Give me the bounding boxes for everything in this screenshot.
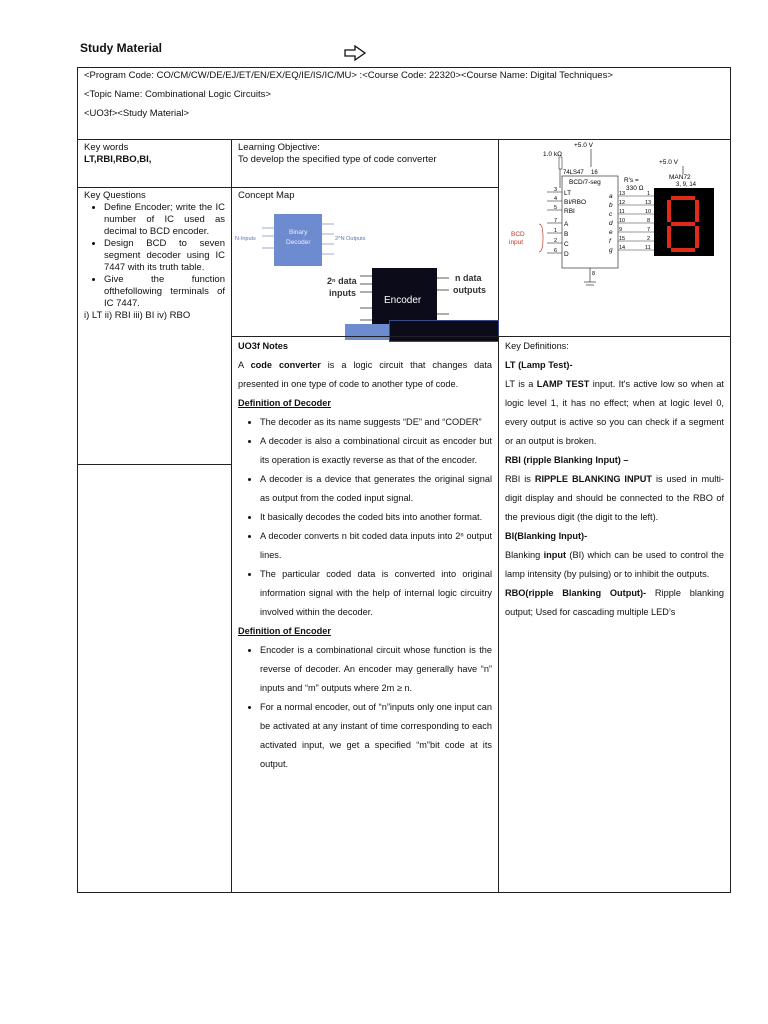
decoder-item: • It basically decodes the coded bits into another format. (260, 508, 492, 527)
svg-text:outputs: outputs (453, 285, 486, 295)
encoder-heading: Definition of Encoder (238, 626, 331, 636)
svg-text:Decoder: Decoder (286, 239, 311, 246)
lt-text: LT is a LAMP TEST input. It's active low so when at logic level 1, it has no effect; when at logic level 0, every output is active so you can check if a segment or an output is broken. (505, 379, 724, 446)
objective-label: Learning Objective: (238, 142, 320, 153)
svg-text:BI/RBO: BI/RBO (564, 199, 587, 206)
bcd-seven-segment-circuit (499, 140, 730, 300)
svg-text:+5.0 V: +5.0 V (659, 159, 678, 166)
key-questions-label: Key Questions (84, 190, 146, 201)
svg-text:MAN72: MAN72 (669, 174, 691, 181)
concept-map-cell (231, 187, 499, 337)
svg-text:A: A (564, 221, 569, 228)
svg-text:b: b (609, 202, 613, 209)
svg-text:BCD/7-seg: BCD/7-seg (569, 179, 601, 186)
svg-text:+5.0 V: +5.0 V (574, 142, 593, 149)
bi-title: BI(Blanking Input)- (505, 531, 588, 541)
keywords-label: Key words (84, 142, 129, 153)
keywords-cell (77, 139, 232, 188)
svg-text:10: 10 (619, 218, 626, 224)
question-tail: i) LT ii) RBI iii) BI iv) RBO (84, 310, 191, 321)
svg-text:R's =: R's = (624, 177, 639, 184)
page-title: Study Material (80, 41, 163, 55)
concept-map-label: Concept Map (238, 190, 295, 201)
topic-line: <Topic Name: Combinational Logic Circuits> (84, 89, 271, 100)
svg-text:RBI: RBI (564, 208, 575, 215)
decoder-item: • A decoder converts n bit coded data inputs into 2ⁿ output lines. (260, 527, 492, 565)
svg-text:1.0 kΩ: 1.0 kΩ (543, 151, 562, 158)
empty-cell (77, 464, 232, 893)
encoder-item: • Encoder is a combinational circuit whose function is the reverse of decoder. An encoder may generally have “n” inputs and “m” outputs where 2m ≥ n. (260, 641, 492, 698)
decoder-item: • The decoder as its name suggests “DE” and “CODER” (260, 413, 492, 432)
decoder-item: • A decoder is a device that generates the original signal as output from the coded input signal. (260, 470, 492, 508)
rbi-text: RBI is RIPPLE BLANKING INPUT is used in multi-digit display and should be connected to the RBO of the previous digit (the digit to the left). (505, 474, 724, 522)
svg-text:BCD: BCD (511, 231, 525, 238)
svg-text:10: 10 (645, 209, 652, 215)
svg-text:6: 6 (554, 248, 558, 254)
svg-text:12: 12 (619, 200, 626, 206)
svg-text:7: 7 (647, 227, 651, 233)
svg-text:13: 13 (619, 191, 626, 197)
svg-text:74LS47: 74LS47 (563, 170, 584, 176)
svg-text:4: 4 (554, 196, 558, 202)
svg-text:3, 9, 14: 3, 9, 14 (676, 182, 697, 188)
svg-text:330 Ω: 330 Ω (626, 185, 644, 192)
decoder-item: • A decoder is also a combinational circuit as encoder but its operation is exactly reverse as that of the encoder. (260, 432, 492, 470)
header-box (77, 67, 731, 140)
notes-intro: A code converter is a logic circuit that changes data presented in one type of code to another type of code. (238, 360, 492, 389)
svg-text:Binary: Binary (289, 229, 308, 236)
svg-text:2: 2 (554, 238, 558, 244)
svg-text:inputs: inputs (329, 288, 356, 298)
svg-text:g: g (609, 247, 613, 254)
program-line: <Program Code: CO/CM/CW/DE/EJ/ET/EN/EX/EQ/IE/IS/IC/MU> :<Course Code: 22320><Course Name: Digital Techniques> (84, 70, 613, 81)
svg-text:LT: LT (564, 190, 572, 197)
svg-text:7: 7 (554, 218, 558, 224)
svg-text:8: 8 (647, 218, 651, 224)
svg-text:d: d (609, 220, 613, 227)
svg-text:B: B (564, 231, 569, 238)
concept-map-diagram (232, 204, 498, 336)
svg-text:16: 16 (591, 170, 598, 176)
circuit-cell (498, 139, 731, 337)
svg-text:D: D (564, 251, 569, 258)
svg-text:a: a (609, 193, 613, 200)
svg-text:N-Inputs: N-Inputs (235, 236, 256, 242)
rbi-title: RBI (ripple Blanking Input) – (505, 455, 629, 465)
key-questions-cell (77, 187, 232, 465)
decoder-heading: Definition of Decoder (238, 398, 331, 408)
svg-text:8: 8 (592, 271, 596, 277)
svg-text:Encoder: Encoder (384, 295, 422, 306)
question-item: • Give the function ofthefollowing terminals of IC 7447. (104, 274, 225, 310)
svg-text:f: f (609, 238, 611, 245)
svg-text:9: 9 (619, 227, 623, 233)
svg-text:c: c (609, 211, 613, 218)
objective-value: To develop the specified type of code converter (238, 154, 437, 165)
svg-text:n data: n data (455, 273, 482, 283)
lt-title: LT (Lamp Test)- (505, 360, 573, 370)
svg-text:11: 11 (619, 209, 625, 215)
svg-text:13: 13 (645, 200, 652, 206)
question-item: • Define Encoder; write the IC number of IC used as decimal to BCD encoder. (104, 202, 225, 238)
decoder-list (238, 413, 492, 622)
rbo-text: RBO(ripple Blanking Output)- Ripple blanking output; Used for cascading multiple LED’s (505, 588, 724, 617)
svg-text:5: 5 (554, 205, 558, 211)
svg-text:input: input (509, 239, 524, 246)
notes-heading: UO3f Notes (238, 341, 289, 351)
uo-line: <UO3f><Study Material> (84, 108, 190, 119)
svg-text:15: 15 (619, 236, 626, 242)
definitions-cell (498, 336, 731, 893)
svg-text:14: 14 (619, 245, 626, 251)
encoder-item: • For a normal encoder, out of “n”inputs only one input can be activated at any instant of time corresponding to each activated input, we get a specified “m”bit code at its output. (260, 698, 492, 774)
key-questions-list (84, 202, 225, 310)
objective-cell (231, 139, 499, 188)
svg-text:1: 1 (554, 228, 558, 234)
svg-text:2ⁿ data: 2ⁿ data (327, 276, 357, 286)
svg-text:C: C (564, 241, 569, 248)
svg-text:2: 2 (647, 236, 651, 242)
svg-text:1: 1 (647, 191, 651, 197)
keywords-value: LT,RBI,RBO,BI, (84, 154, 152, 165)
decoder-item: • The particular coded data is converted into original information signal with the help of internal logic circuitry involved within the decoder. (260, 565, 492, 622)
svg-text:3: 3 (554, 187, 558, 193)
svg-text:e: e (609, 229, 613, 236)
notes-cell (231, 336, 499, 893)
encoder-list (238, 641, 492, 774)
arrow-right-icon (343, 44, 367, 62)
bi-text: Blanking input (BI) which can be used to control the lamp intensity (by pulsing) or to inhibit the outputs. (505, 550, 724, 579)
definitions-heading: Key Definitions: (505, 341, 569, 351)
svg-text:2^N Outputs: 2^N Outputs (335, 236, 366, 242)
question-item: • Design BCD to seven segment decoder using IC 7447 with its truth table. (104, 238, 225, 274)
svg-text:11: 11 (645, 245, 651, 251)
